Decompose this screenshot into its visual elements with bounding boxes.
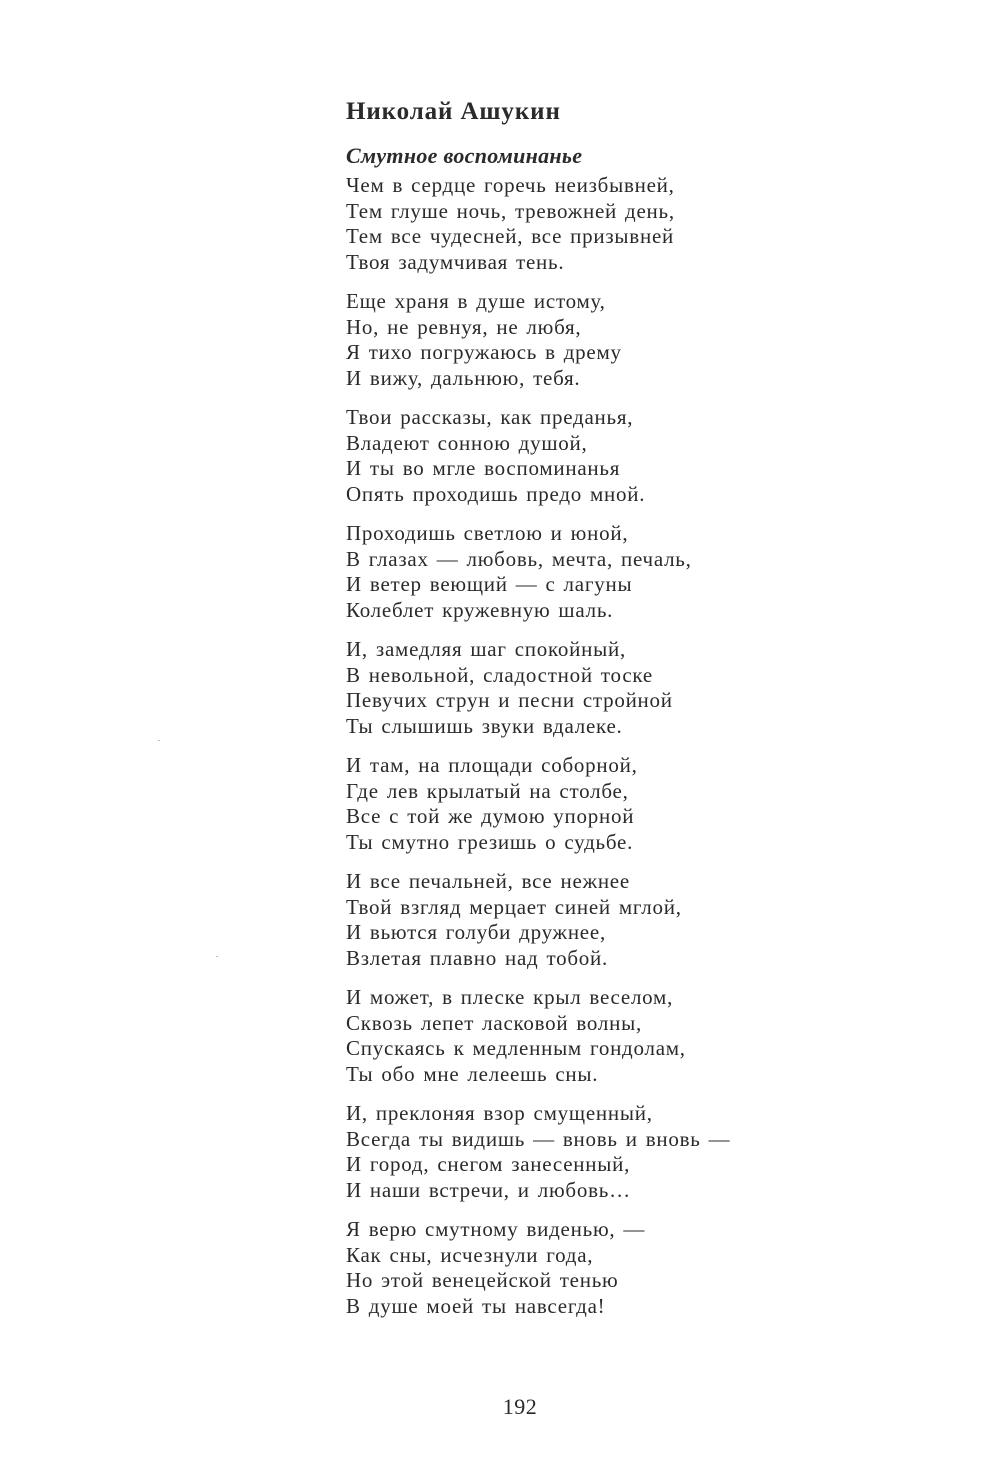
poem-line: Но, не ревнуя, не любя, — [346, 314, 582, 339]
poem-line: И ветер веющий — с лагуны — [346, 572, 633, 596]
poem-line: Я верю смутному виденью, — — [346, 1217, 646, 1241]
poem-line: И, преклоняя взор смущенный, — [346, 1101, 653, 1125]
poem-line: Колеблет кружевную шаль. — [346, 597, 614, 622]
stanza — [346, 173, 906, 275]
poem-line: Еще храня в душе истому, — [346, 289, 606, 313]
poem-line: И все печальней, все нежнее — [346, 869, 630, 893]
scan-speck — [158, 740, 160, 741]
poem-line: В невольной, сладостной тоске — [346, 662, 653, 687]
poem-body — [346, 173, 906, 1333]
poem-line: Все с той же думою упорной — [346, 804, 635, 828]
poem-line: Ты обо мне лелеешь сны. — [346, 1061, 599, 1086]
poem-line: И там, на площади соборной, — [346, 753, 638, 777]
poem-line: Твоя задумчивая тень. — [346, 249, 565, 274]
poem-line: И вьются голуби дружнее, — [346, 920, 606, 944]
page-number: 192 — [502, 1394, 538, 1419]
poem-line: Но этой венецейской тенью — [346, 1268, 619, 1292]
stanza — [346, 637, 906, 739]
poem-line: И, замедляя шаг спокойный, — [346, 637, 626, 661]
stanza — [346, 1217, 906, 1319]
poem-line: Опять проходишь предо мной. — [346, 481, 646, 506]
poem-line: Где лев крылатый на столбе, — [346, 778, 629, 803]
poem-line: В душе моей ты навсегда! — [346, 1293, 606, 1318]
poem-line: Певучих струн и песни стройной — [346, 688, 673, 712]
poem-title: Смутное воспоминанье — [346, 143, 583, 168]
poem-line: Тем все чудесней, все призывней — [346, 224, 674, 248]
poem-line: Спускаясь к медленным гондолам, — [346, 1036, 686, 1060]
poem-line: И ты во мгле воспоминанья — [346, 456, 621, 480]
author-name: Николай Ашукин — [346, 98, 561, 125]
poem-line: И вижу, дальнюю, тебя. — [346, 365, 581, 390]
poem-line: Я тихо погружаюсь в дрему — [346, 340, 622, 364]
poem-line: Взлетая плавно над тобой. — [346, 945, 609, 970]
stanza — [346, 1101, 906, 1203]
poem-line: Твои рассказы, как преданья, — [346, 405, 634, 429]
stanza — [346, 289, 906, 391]
stanza — [346, 753, 906, 855]
stanza — [346, 405, 906, 507]
poem-line: Всегда ты видишь — вновь и вновь — — [346, 1126, 731, 1151]
poem-line: Чем в сердце горечь неизбывней, — [346, 173, 675, 197]
poem-line: И город, снегом занесенный, — [346, 1152, 631, 1176]
scan-speck — [216, 956, 218, 957]
poem-line: Тем глуше ночь, тревожней день, — [346, 198, 675, 223]
stanza — [346, 521, 906, 623]
poem-line: Сквозь лепет ласковой волны, — [346, 1010, 642, 1035]
poem-line: И может, в плеске крыл веселом, — [346, 985, 674, 1009]
poem-line: Ты слышишь звуки вдалеке. — [346, 713, 623, 738]
stanza — [346, 869, 906, 971]
poem-line: Владеют сонною душой, — [346, 430, 588, 455]
stanza — [346, 985, 906, 1087]
poem-line: И наши встречи, и любовь… — [346, 1177, 631, 1202]
poem-line: Как сны, исчезнули года, — [346, 1242, 594, 1267]
poem-line: В глазах — любовь, мечта, печаль, — [346, 546, 692, 571]
poem-line: Ты смутно грезишь о судьбе. — [346, 829, 634, 854]
poem-line: Твой взгляд мерцает синей мглой, — [346, 894, 682, 919]
poem-line: Проходишь светлою и юной, — [346, 521, 629, 545]
